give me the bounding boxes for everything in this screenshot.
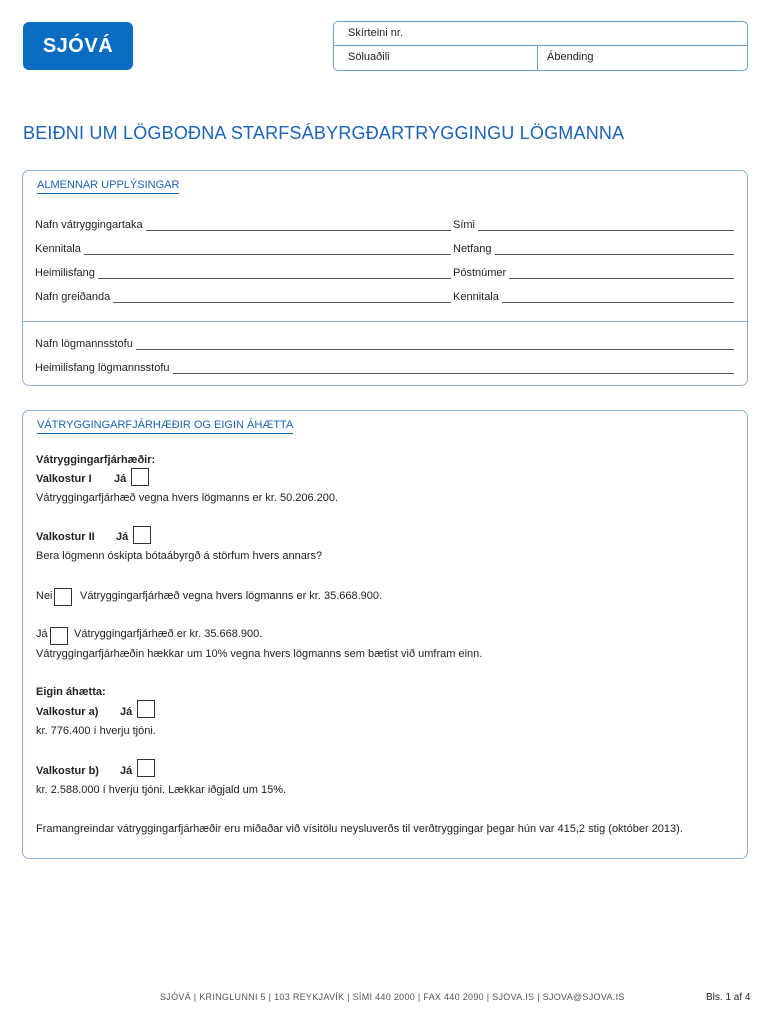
logo-text: SJÓVÁ bbox=[42, 34, 114, 57]
law-office-address-field[interactable]: Heimilisfang lögmannsstofu bbox=[35, 362, 734, 374]
option-a-description: kr. 776.400 í hverju tjóni. bbox=[36, 725, 156, 737]
page-title: BEIÐNI UM LÖGBOÐNA STARFSÁBYRGÐARTRYGGINGU LÖGMANNA bbox=[23, 123, 625, 143]
joint-liability-yes-text: Vátryggingarfjárhæð er kr. 35.668.900. bbox=[74, 628, 263, 640]
joint-liability-no-checkbox[interactable] bbox=[54, 588, 72, 606]
phone-field[interactable]: Sími bbox=[453, 219, 734, 231]
deductible-label: Eigin áhætta: bbox=[36, 686, 106, 698]
option-b-yes-checkbox[interactable] bbox=[137, 759, 155, 777]
postal-code-field[interactable]: Póstnúmer bbox=[453, 267, 734, 279]
index-note: Framangreindar vátryggingarfjárhæðir eru miðaðar við vísitölu neysluverðs til verðtryggingar þegar hún var 415,2 stig (október 2013). bbox=[36, 823, 683, 835]
payer-name-field[interactable]: Nafn greiðanda bbox=[35, 291, 451, 303]
option-b-yes-label: Já bbox=[120, 765, 133, 777]
email-field[interactable]: Netfang bbox=[453, 243, 734, 255]
policyholder-name-field[interactable]: Nafn vátryggingartaka bbox=[35, 219, 451, 231]
option-2-yes-checkbox[interactable] bbox=[133, 526, 151, 544]
option-1-yes-label: Já bbox=[114, 473, 127, 485]
joint-liability-yes-increase: Vátryggingarfjárhæðin hækkar um 10% vegna hvers lögmanns sem bætist við umfram einn. bbox=[36, 648, 483, 660]
joint-liability-yes-label: Já bbox=[36, 628, 48, 640]
joint-liability-no-label: Nei bbox=[36, 590, 53, 602]
joint-liability-yes-checkbox[interactable] bbox=[50, 627, 68, 645]
general-info-section bbox=[22, 170, 748, 386]
footer-address: SJÓVÁ | KRINGLUNNI 5 | 103 REYKJAVÍK | SÍMI 440 2000 | FAX 440 2090 | SJOVA.IS | SJOVA@SJOVA.IS bbox=[160, 992, 625, 1002]
option-b-label: Valkostur b) bbox=[36, 765, 99, 777]
joint-liability-no-text: Vátryggingarfjárhæð vegna hvers lögmanns er kr. 35.668.900. bbox=[80, 590, 383, 602]
option-2-question: Bera lögmenn óskipta bótaábyrgð á störfum hvers annars? bbox=[36, 550, 323, 562]
option-a-yes-label: Já bbox=[120, 706, 133, 718]
certificate-info-box bbox=[333, 21, 748, 71]
option-a-label: Valkostur a) bbox=[36, 706, 99, 718]
option-1-label: Valkostur I bbox=[36, 473, 92, 485]
coverage-section bbox=[22, 410, 748, 859]
option-2-label: Valkostur II bbox=[36, 531, 95, 543]
kennitala-field[interactable]: Kennitala bbox=[35, 243, 451, 255]
option-b-description: kr. 2.588.000 í hverju tjóni. Lækkar iðgjald um 15%. bbox=[36, 784, 287, 796]
coverage-amounts-label: Vátryggingarfjárhæðir: bbox=[36, 454, 156, 466]
law-office-name-field[interactable]: Nafn lögmannsstofu bbox=[35, 338, 734, 350]
referral-label: Ábending bbox=[547, 51, 594, 63]
address-field[interactable]: Heimilisfang bbox=[35, 267, 451, 279]
option-a-yes-checkbox[interactable] bbox=[137, 700, 155, 718]
option-2-yes-label: Já bbox=[116, 531, 129, 543]
section-divider bbox=[23, 321, 747, 322]
header-divider bbox=[537, 46, 538, 71]
option-1-description: Vátryggingarfjárhæð vegna hvers lögmanns er kr. 50.206.200. bbox=[36, 492, 339, 504]
page-number: Bls. 1 af 4 bbox=[706, 992, 751, 1003]
payer-kennitala-field[interactable]: Kennitala bbox=[453, 291, 734, 303]
certificate-row bbox=[334, 22, 747, 46]
option-1-yes-checkbox[interactable] bbox=[131, 468, 149, 486]
certificate-number-label: Skírteini nr. bbox=[348, 27, 404, 39]
general-info-heading: ALMENNAR UPPLÝSINGAR bbox=[37, 179, 179, 194]
seller-label: Söluaðili bbox=[348, 51, 390, 63]
sjova-logo bbox=[23, 22, 133, 70]
coverage-heading: VÁTRYGGINGARFJÁRHÆÐIR OG EIGIN ÁHÆTTA bbox=[37, 419, 293, 434]
